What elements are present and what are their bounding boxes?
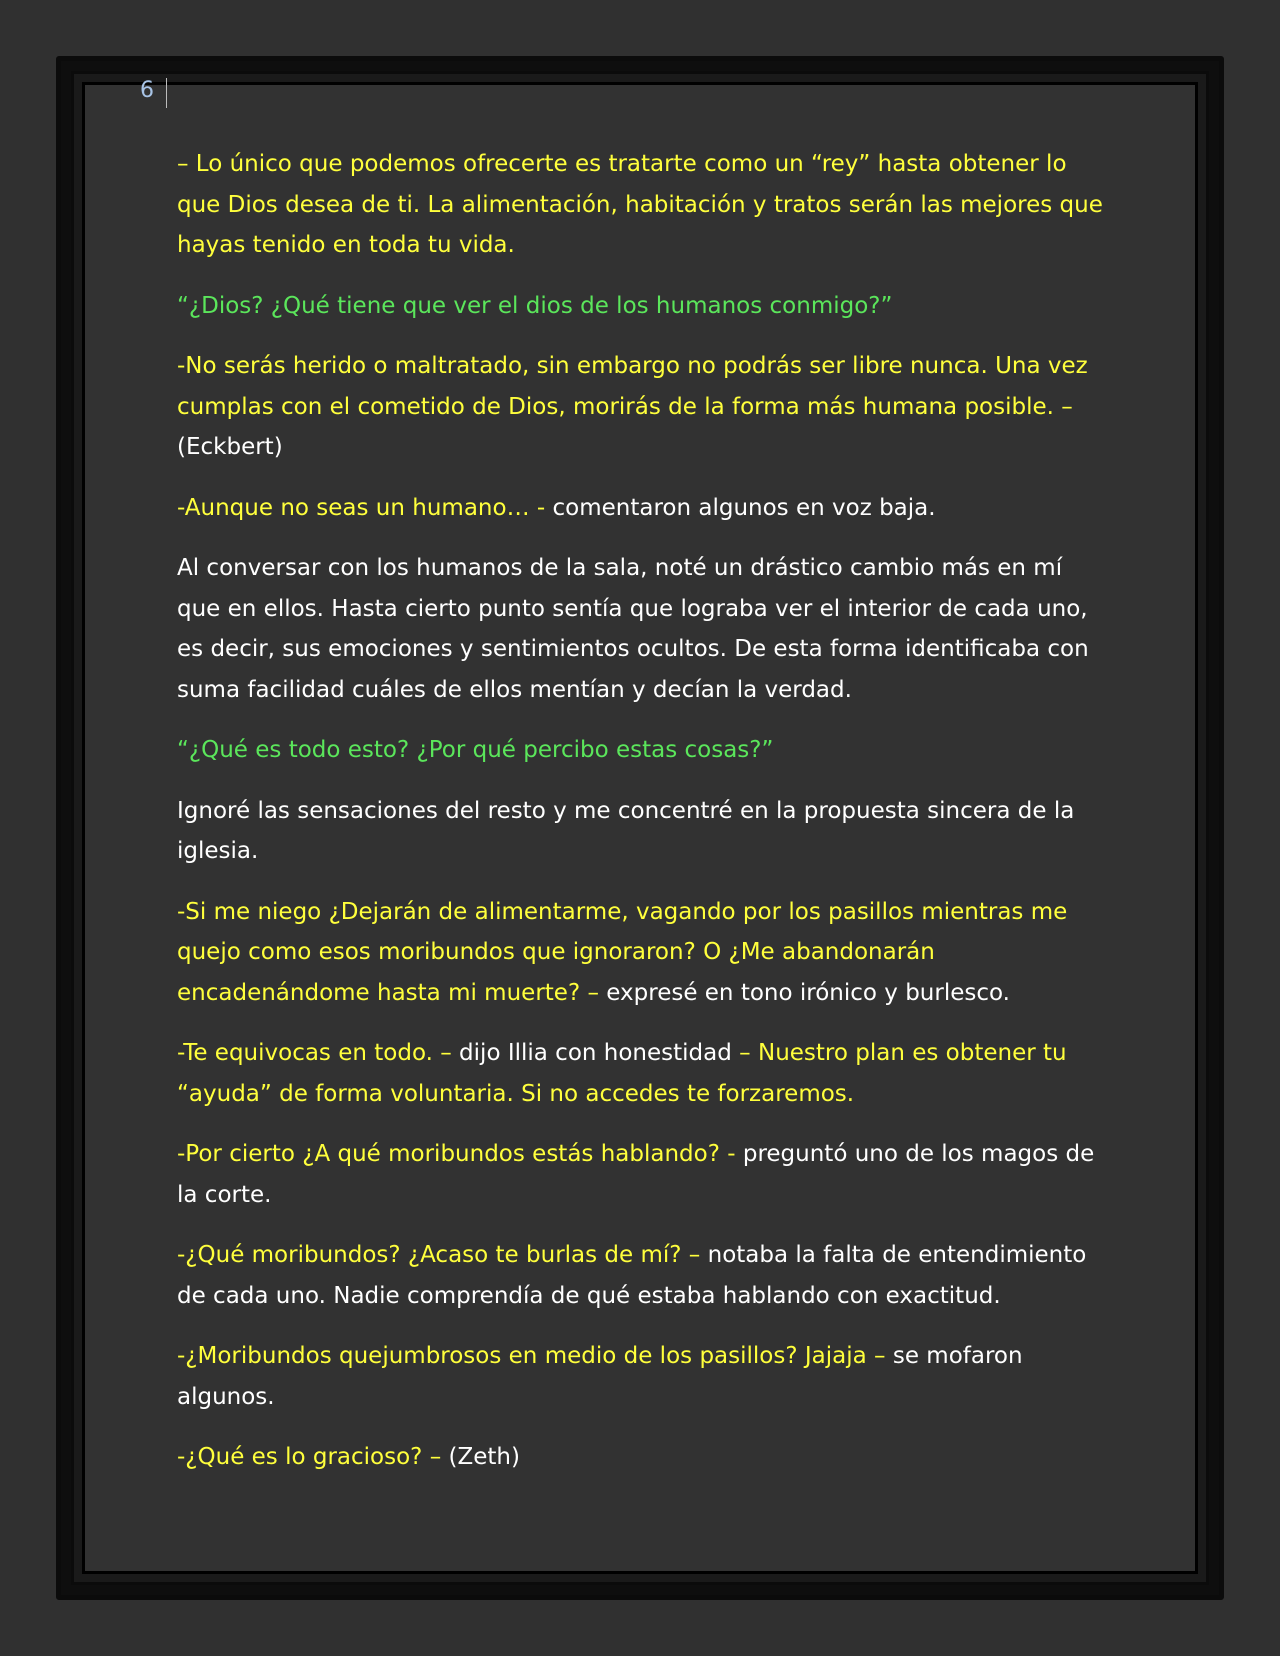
- paragraph: [177, 730, 1107, 771]
- paragraph: [177, 144, 1107, 266]
- narration-text: comentaron algunos en voz baja.: [545, 494, 936, 521]
- narration-text: notaba la falta de entendimiento de cada uno. Nadie comprendía de qué estaba hablando con exactitud.: [177, 1242, 1087, 1309]
- thought-text: “¿Qué es todo esto? ¿Por qué percibo estas cosas?”: [177, 737, 774, 763]
- dialogue-text: – Lo único que podemos ofrecerte es tratarte como un “rey” hasta obtener lo que Dios desea de ti. La alimentación, habitación y tratos serán las mejores que hayas tenido en toda tu vida.: [177, 151, 1103, 258]
- paragraph: [177, 1134, 1107, 1215]
- paragraph: [177, 488, 1107, 529]
- paragraph: [177, 548, 1107, 710]
- dialogue-text: -Por cierto ¿A qué moribundos estás hablando? -: [177, 1141, 736, 1167]
- narration-text: se mofaron algunos.: [177, 1343, 1023, 1410]
- paragraph: [177, 1437, 1107, 1478]
- paragraph: [177, 346, 1107, 468]
- paragraph: [177, 286, 1107, 327]
- page-text: [177, 144, 1107, 1498]
- page-number-divider: [166, 78, 167, 108]
- dialogue-text: -Aunque no seas un humano… -: [177, 494, 546, 521]
- narration-text: Ignoré las sensaciones del resto y me concentré en la propuesta sincera de la iglesia.: [177, 797, 1075, 864]
- dialogue-text: -¿Moribundos quejumbrosos en medio de los pasillos? Jajaja –: [177, 1343, 886, 1369]
- narration-text: Al conversar con los humanos de la sala, noté un drástico cambio más en mí que en ellos. Hasta cierto punto sentía que lograba ver el interior de cada uno, es decir, sus emociones y sentimientos ocultos. De esta forma identificaba con suma facilidad cuáles de ellos mentían y decían la verdad.: [177, 555, 1089, 703]
- narration-text: (Zeth): [441, 1444, 520, 1470]
- dialogue-text: -¿Qué es lo gracioso? –: [177, 1444, 442, 1470]
- dialogue-text: -¿Qué moribundos? ¿Acaso te burlas de mí? –: [177, 1242, 701, 1268]
- narration-text: expresé en tono irónico y burlesco.: [598, 979, 1010, 1006]
- dialogue-text: – Nuestro plan es obtener tu “ayuda” de forma voluntaria. Si no accedes te forzaremos.: [177, 1040, 1067, 1107]
- dialogue-text: -Te equivocas en todo. –: [177, 1040, 452, 1066]
- paragraph: [177, 791, 1107, 872]
- narration-text: (Eckbert): [177, 434, 283, 460]
- thought-text: “¿Dios? ¿Qué tiene que ver el dios de los humanos conmigo?”: [177, 292, 893, 319]
- dialogue-text: -Si me niego ¿Dejarán de alimentarme, vagando por los pasillos mientras me quejo como esos moribundos que ignoraron? O ¿Me abandonarán encadenándome hasta mi muerte? –: [177, 898, 1068, 1006]
- paragraph: [177, 1033, 1107, 1114]
- paragraph: [177, 1235, 1107, 1316]
- paragraph: [177, 892, 1107, 1014]
- page-number: 6: [140, 78, 154, 103]
- paragraph: [177, 1336, 1107, 1417]
- narration-text: preguntó uno de los magos de la corte.: [177, 1141, 1095, 1208]
- dialogue-text: -No serás herido o maltratado, sin embargo no podrás ser libre nunca. Una vez cumplas con el cometido de Dios, morirás de la forma más humana posible. –: [177, 353, 1088, 420]
- narration-text: dijo Illia con honestidad: [451, 1040, 740, 1066]
